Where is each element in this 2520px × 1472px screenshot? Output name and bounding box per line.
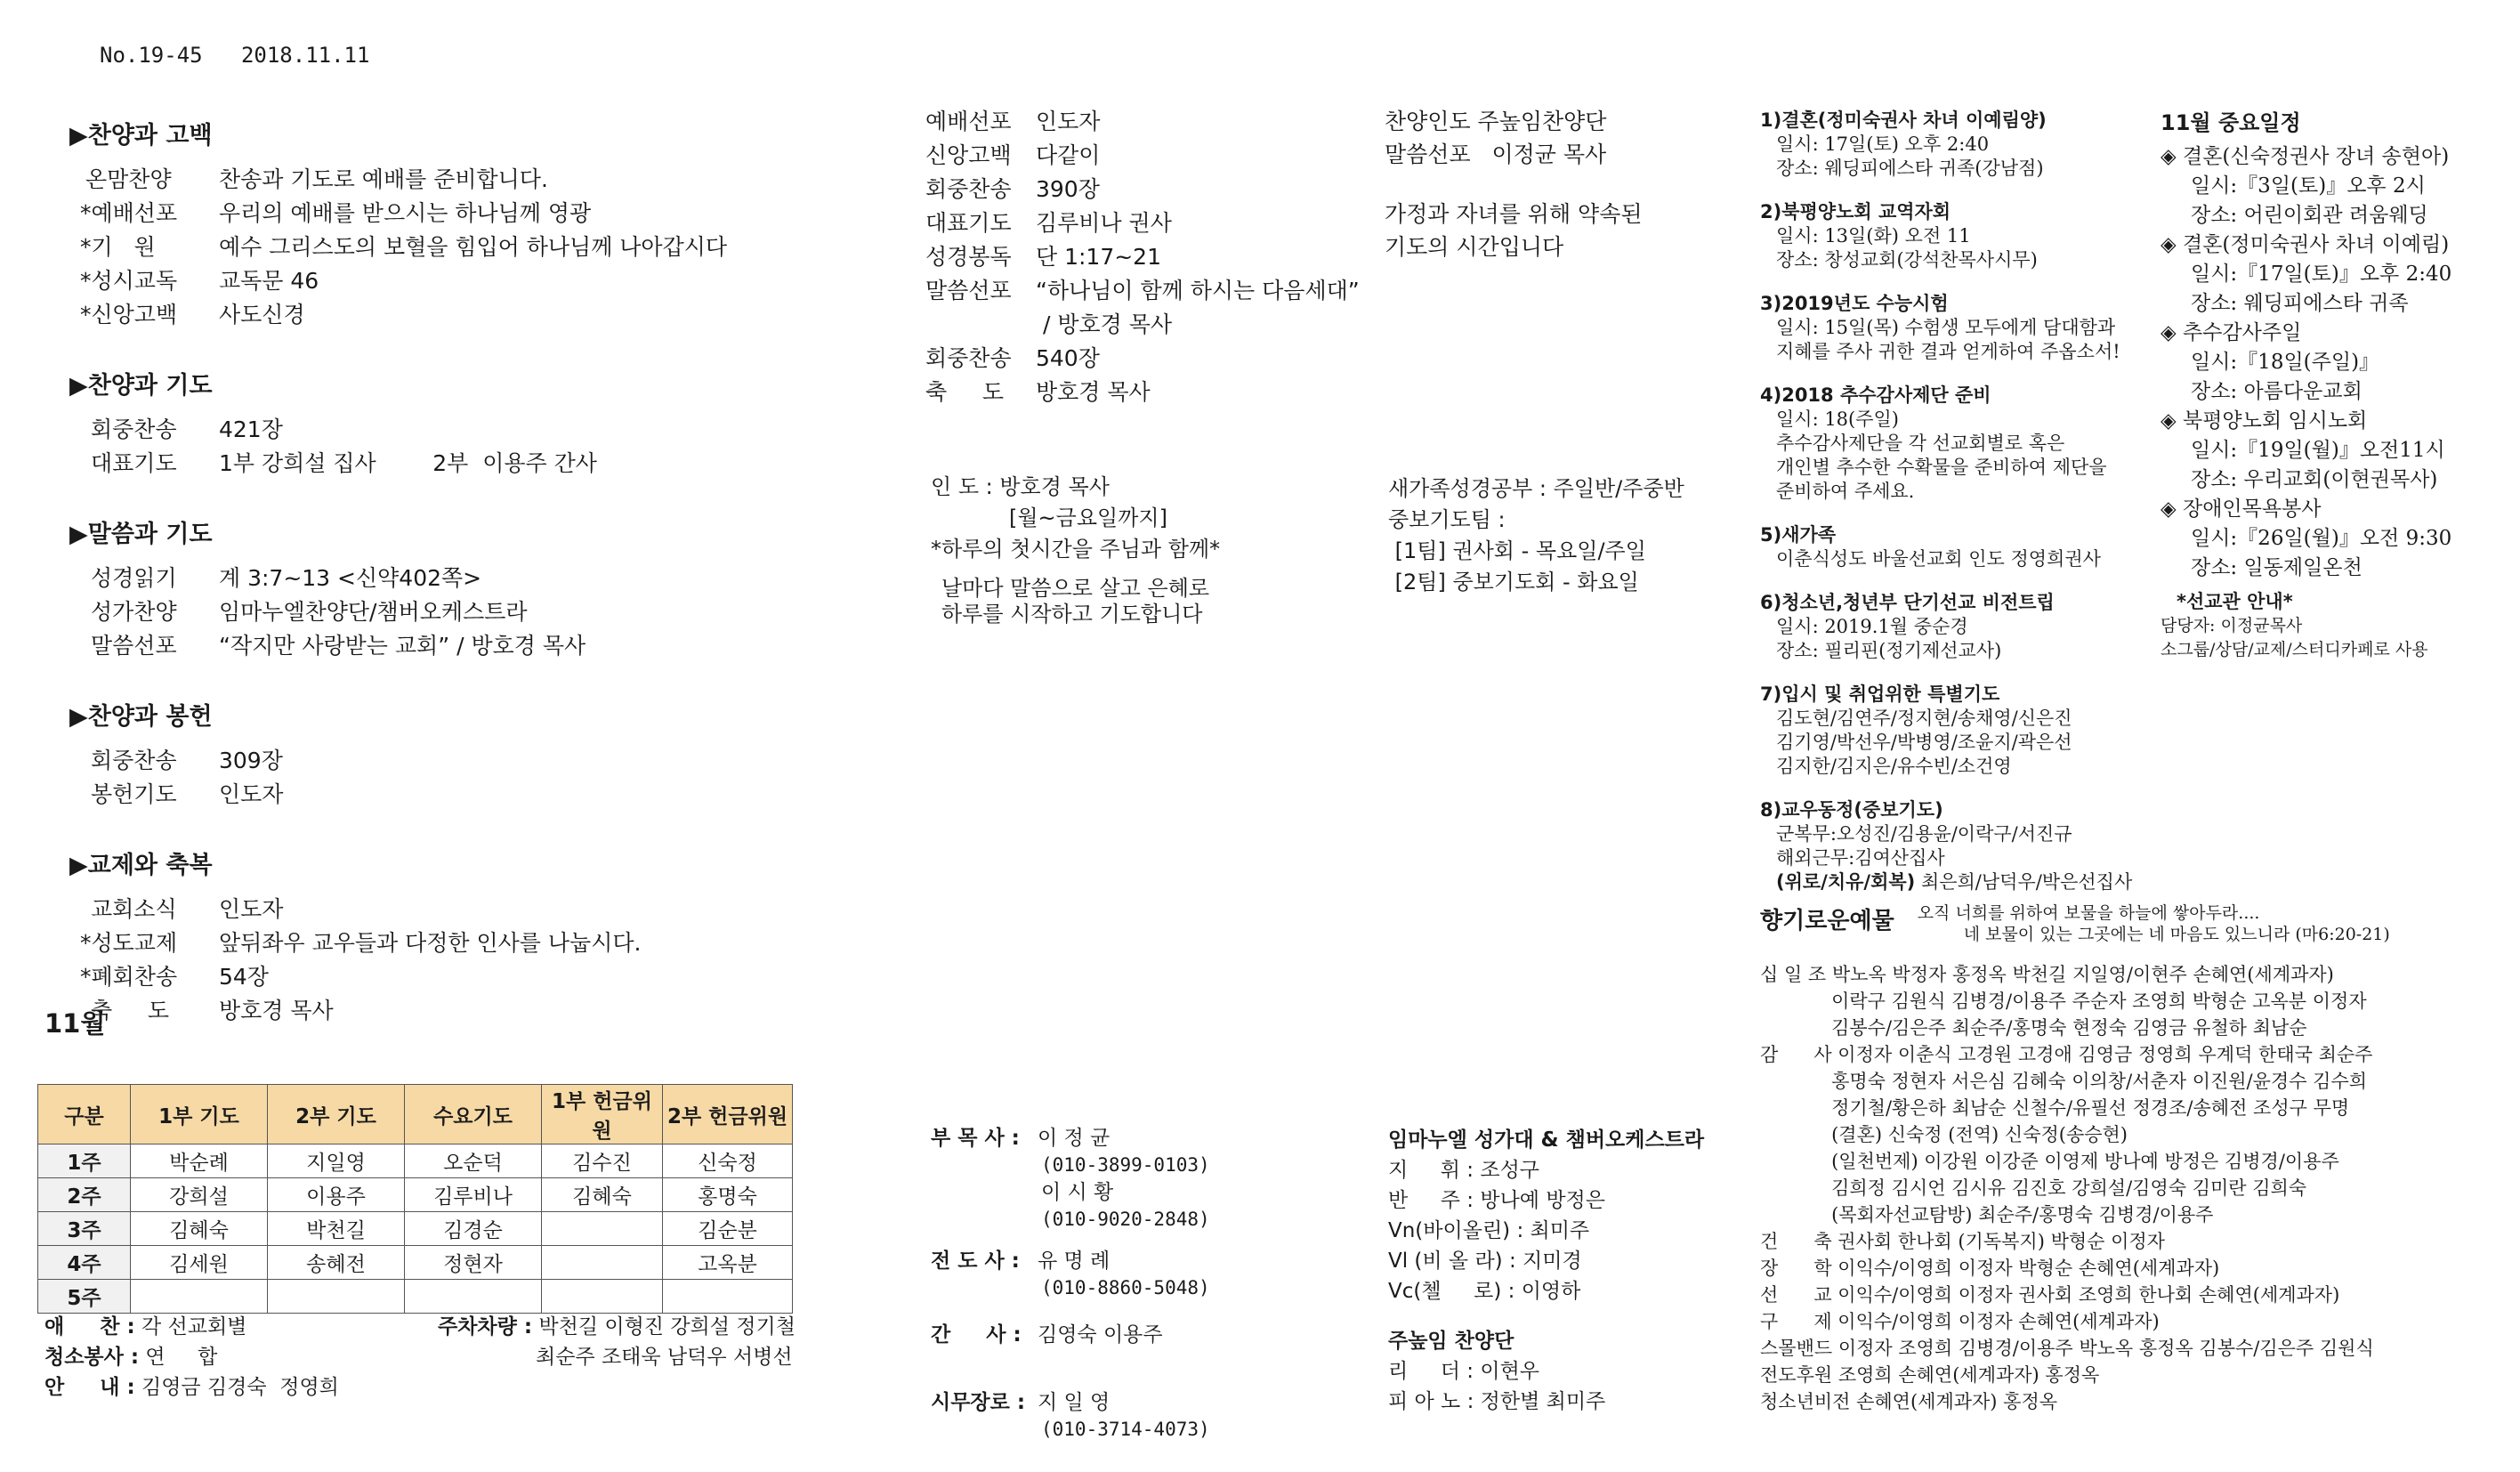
section-praise-prayer [69,366,870,481]
order-row: *기 원 예수 그리스도의 보혈을 힘입어 하나님께 나아갑시다 [80,234,728,260]
offering-line: (일천번제) 이강원 이강준 이영제 방나예 방정은 김병경/이용주 [1760,1151,2339,1172]
offering-title: 향기로운예물 [1760,908,1894,934]
order-row: 신앙고백 다같이 [925,142,1101,168]
news-item: 3)2019년도 수능시험 일시: 15일(목) 수험생 모두에게 담대함과 지혜를 주사 귀한 결과 얻게하여 주옵소서! [1760,293,2120,362]
offering-line: (목회자선교탐방) 최순주/홍명숙 김병경/이용주 [1760,1204,2214,1225]
schedule-item: ◈ 북평양노회 임시노회 일시:『19일(월)』오전11시 장소: 우리교회(이현권목사) [2161,409,2445,491]
monthly-schedule: 11월 중요일정 ◈ 결혼(신숙정권사 장녀 송현아) 일시:『3일(토)』오후 2시 장소: 어린이회관 려움웨딩 ◈ 결혼(정미숙권사 차녀 이예림) 일시:『17일(토)』오후 2:40 장소: 웨딩피에스타 귀족 ◈ 추수감사주일 일시:『18일(주일)』 장소: 아름다운교회 ◈ 북평양노회 임시노회 일시:『19일(월)』오전11시 장소: 우리교회(이현권목사) ◈ 장애인목욕봉사 일시:『26일(월)』오전 9:30 장소: 일동제일온천 *선교관 안내* 담당자: 이정균목사 소그룹/상담/교제/스터디카페로 사용 [2161,109,2508,662]
order-row: / 방호경 목사 [1036,311,1173,337]
order-row: 대표기도 1부 강희설 집사 2부 이용주 간사 [91,450,597,476]
offering-line: 홍명숙 정현자 서은심 김혜숙 이의창/서춘자 이진원/윤경수 김수희 [1760,1071,2368,1092]
schedule-item: ◈ 결혼(신숙정권사 장녀 송현아) 일시:『3일(토)』오후 2시 장소: 어린이회관 려움웨딩 [2161,145,2450,227]
table-header: 1부 기도 [131,1085,268,1144]
order-row: 회중찬송 421장 [91,417,283,442]
offering-section: 향기로운예물 오직 너희를 위하여 보물을 하늘에 쌓아두라.... 네 보물이 있는 그곳에는 네 마음도 있느니라 (마6:20-21) 십 일 조 박노옥 박정자 홍정옥 박천길 지일영/이현주 손혜연(세계과자) 이락구 김원식 김병경/이용주 주순자 조영희 박형순 고옥분 이정자 김봉수/김은주 최순주/홍명숙 현정숙 김영금 유철하 최남순 감 사 이정자 이춘식 고경원 고경애 김영금 정영희 우계덕 한태국 최순주 홍명숙 정현자 서은심 김혜숙 이의창/서춘자 이진원/윤경수 김수희 정기철/황은하 최남순 신철수/유필선 정경조/송혜전 조성구 무명 (결혼) 신숙정 (전역) 신숙정(송승현) (일천번제) 이강원 이강준 이영제 방나예 방정은 김병경/이용주 김희정 김시언 김시유 김진호 강희설/김영숙 김미란 김희숙 (목회자선교탐방) 최순주/홍명숙 김병경/이용주 건 축 권사회 한나회 (기독복지) 박형순 이정자 장 학 이익수/이영희 이정자 박형순 손혜연(세계과자) 선 교 이익수/이영희 이정자 권사회 조영희 한나회 손혜연(세계과자) 구 제 이익수/이영희 이정자 손혜연(세계과자) 스몰밴드 이정자 조영희 김병경/이용주 박노옥 홍정옥 김봉수/김은주 김원식 전도후원 조영희 손혜연(세계과자) 홍정옥 청소년비전 손혜연(세계과자) 홍정옥 [1760,902,2508,1415]
offering-line: 선 교 이익수/이영희 이정자 권사회 조영희 한나회 손혜연(세계과자) [1760,1284,2340,1306]
order-row: 말씀선포 “하나님이 함께 하시는 다음세대” [925,278,1360,303]
order-row: 예배선포 인도자 [925,109,1101,134]
duty-row: 애 찬 : 각 선교회별 [44,1315,247,1339]
issue-date: 2018.11.11 [240,43,370,68]
staff-contacts: 부 목 사 : 이 정 균 (010-3899-0103) 이 시 황 (010-9020-2848) 전 도 사 : 유 명 례 (010-8860-5048) 간 사 : 김영숙 이용주 시무장로 : 지 일 영 (010-3714-4073) [931,1127,1210,1440]
order-row: 축 도 방호경 목사 [925,379,1151,405]
church-news [1760,109,2169,894]
duty-list [44,1312,427,1403]
offering-line: 십 일 조 박노옥 박정자 홍정옥 박천길 지일영/이현주 손혜연(세계과자) [1760,964,2334,985]
news-item: 6)청소년,청년부 단기선교 비전트립 일시: 2019.1월 중순경 장소: 필리핀(정기제선교사) [1760,592,2055,661]
schedule-item: ◈ 추수감사주일 일시:『18일(주일)』 장소: 아름다운교회 [2161,321,2380,403]
table-header-row [38,1085,793,1144]
section-title: ▶찬양과 봉헌 [69,703,213,731]
offering-line: 청소년비전 손혜연(세계과자) 홍정옥 [1760,1391,2058,1412]
section-title: ▶말씀과 기도 [69,521,213,548]
monthly-duty-table [37,1084,793,1314]
table-header: 1부 헌금위원 [542,1085,663,1144]
dawn-prayer-info: 인 도 : 방호경 목사 [월~금요일까지] *하루의 첫시간을 주님과 함께* 날마다 말씀으로 살고 은혜로 하루를 시작하고 기도합니다 [931,474,1221,627]
choir-info: 임마누엘 성가대 & 챔버오케스트라 지 휘 : 조성구 반 주 : 방나예 방정은 Vn(바이올린) : 최미주 Vl (비 올 라) : 지미경 Vc(첼 로) : 이영하 주높임 찬양단 리 더 : 이현우 피 아 노 : 정한별 최미주 [1388,1128,1705,1413]
table-row: 1주 박순례 지일영 오순덕 김수진 신숙정 [38,1144,793,1178]
order-row: 성경봉독 단 1:17~21 [925,244,1161,270]
news-item: 4)2018 추수감사제단 준비 일시: 18(주일) 추수감사제단을 각 선교회별로 혹은 개인별 추수한 수확물을 준비하여 제단을 준비하여 주세요. [1760,384,2107,502]
news-item: 5)새가족 이춘식성도 바울선교회 인도 정영희권사 [1760,524,2101,570]
table-header: 수요기도 [405,1085,542,1144]
offering-line: 이락구 김원식 김병경/이용주 주순자 조영희 박형순 고옥분 이정자 [1760,991,2367,1012]
order-row: 회중찬송 540장 [925,345,1100,371]
offering-line: 김희정 김시언 김시유 김진호 강희설/김영숙 김미란 김희숙 [1760,1177,2307,1199]
worship-order-afternoon [925,105,1360,409]
duty-row: 청소봉사 : 연 합 [44,1346,218,1369]
worship-order-main [69,116,870,1062]
order-row: 교회소식 인도자 [91,896,284,922]
section-word-prayer [69,514,870,663]
offering-line: 감 사 이정자 이춘식 고경원 고경애 김영금 정영희 우계덕 한태국 최순주 [1760,1044,2373,1065]
order-row: *폐회찬송 54장 [80,964,269,990]
order-row: 회중찬송 390장 [925,176,1100,202]
offering-line: (결혼) 신숙정 (전역) 신숙정(송승현) [1760,1124,2128,1145]
duty-row: 안 내 : 김영금 김경숙 정영희 [44,1376,339,1399]
table-header: 2부 기도 [268,1085,405,1144]
order-row: *성도교제 앞뒤좌우 교우들과 다정한 인사를 나눕시다. [80,930,642,956]
section-praise-confession [69,116,870,332]
bulletin-header [100,43,369,68]
order-row: 회중찬송 309장 [91,748,283,773]
section-title: ▶교제와 축복 [69,852,213,879]
order-row: 말씀선포 “작지만 사랑받는 교회” / 방호경 목사 [91,633,586,659]
month-title: 11월 [44,1008,106,1039]
order-row: *성시교독 교독문 46 [80,268,319,294]
family-prayer-team: 새가족성경공부 : 주일반/주중반 중보기도팀 : [1팀] 권사회 - 목요일/주일 [2팀] 중보기도회 - 화요일 [1388,476,1684,594]
section-title: ▶찬양과 기도 [69,372,213,400]
evening-service: 찬양인도 주높임찬양단 말씀선포 이정균 목사 가정과 자녀를 위해 약속된 기도의 시간입니다 [1385,109,1643,260]
parking-duty: 주차차량 : 박천길 이형진 강희설 정기철 최순주 조태욱 남덕우 서병선 [438,1315,796,1369]
news-item: 2)북평양노회 교역자회 일시: 13일(화) 오전 11 장소: 창성교회(강석찬목사시무) [1760,201,2038,271]
offering-line: 건 축 권사회 한나회 (기독복지) 박형순 이정자 [1760,1231,2165,1252]
table-row: 4주 김세원 송혜전 정현자 고옥분 [38,1246,793,1280]
table-header: 2부 헌금위원 [663,1085,793,1144]
offering-list [1760,961,2508,1415]
order-row: *신앙고백 사도신경 [80,302,305,328]
offering-line: 정기철/황은하 최남순 신철수/유필선 정경조/송혜전 조성구 무명 [1760,1097,2350,1119]
offering-line: 구 제 이익수/이영희 이정자 손혜연(세계과자) [1760,1311,2160,1332]
order-row: 성가찬양 임마누엘찬양단/챔버오케스트라 [91,599,528,625]
news-item: 1)결혼(정미숙권사 차녀 이예림양) 일시: 17일(토) 오후 2:40 장소: 웨딩피에스타 귀족(강남점) [1760,109,2047,179]
section-praise-offering [69,697,870,812]
table-row: 2주 강희설 이용주 김루비나 김혜숙 홍명숙 [38,1178,793,1212]
table-row: 3주 김혜숙 박천길 김경순 김순분 [38,1212,793,1246]
news-item: 8)교우동정(중보기도) 군복무:오성진/김용윤/이락구/서진규 해외근무:김여산집사 (위로/치유/회복) 최은희/남덕우/박은선집사 [1760,799,2133,893]
issue-number: No.19-45 [100,43,203,68]
schedule-item: ◈ 결혼(정미숙권사 차녀 이예림) 일시:『17일(토)』오후 2:40 장소: 웨딩피에스타 귀족 [2161,233,2452,315]
offering-line: 김봉수/김은주 최순주/홍명숙 현정숙 김영금 유철하 최남순 [1760,1017,2307,1039]
table-header: 구분 [38,1085,131,1144]
order-row: *예배선포 우리의 예배를 받으시는 하나님께 영광 [80,200,592,226]
news-item: 7)입시 및 취업위한 특별기도 김도현/김연주/정지현/송채영/신은진 김기영/박선우/박병영/조윤지/곽은선 김지한/김지은/유수빈/소건영 [1760,683,2072,777]
order-row: 봉헌기도 인도자 [91,781,284,807]
section-fellowship-blessing [69,845,870,1028]
order-row: 축 도 방호경 목사 [91,998,334,1023]
offering-line: 전도후원 조영희 손혜연(세계과자) 홍정옥 [1760,1364,2100,1386]
order-row: 대표기도 김루비나 권사 [925,210,1172,236]
offering-line: 스몰밴드 이정자 조영희 김병경/이용주 박노옥 홍정옥 김봉수/김은주 김원식 [1760,1338,2374,1359]
schedule-item: ◈ 장애인목욕봉사 일시:『26일(월)』오전 9:30 장소: 일동제일온천 [2161,497,2452,579]
section-title: ▶찬양과 고백 [69,122,213,150]
order-row: 온맘찬양 찬송과 기도로 예배를 준비합니다. [85,166,548,192]
order-row: 성경읽기 계 3:7~13 <신약402쪽> [91,565,482,591]
offering-line: 장 학 이익수/이영희 이정자 박형순 손혜연(세계과자) [1760,1258,2220,1279]
table-row: 5주 [38,1280,793,1314]
